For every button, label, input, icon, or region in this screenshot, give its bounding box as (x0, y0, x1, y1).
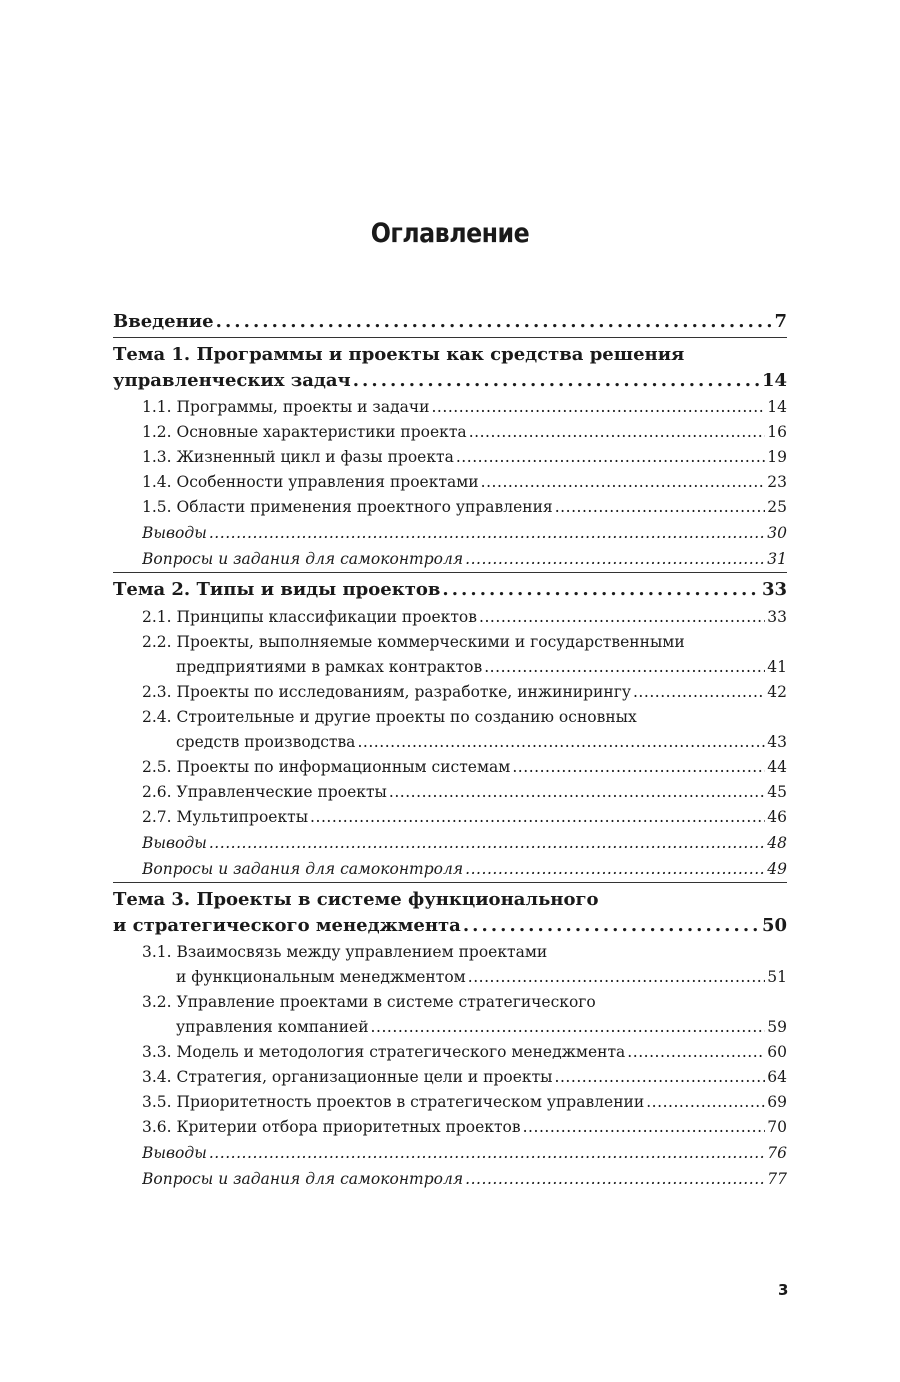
dot-leader (469, 420, 766, 445)
toc-item-page: 59 (767, 1018, 787, 1036)
toc-topic-title-line2: управленческих задач (113, 370, 351, 391)
toc-item-title: 3.3. Модель и методология стратегического менеджмента (142, 1043, 626, 1061)
toc-item-title: 1.3. Жизненный цикл и фазы проекта (142, 448, 454, 466)
toc-item-3-6[interactable] (113, 1115, 787, 1140)
toc-topic-2[interactable] (113, 573, 787, 605)
toc-item-page: 43 (767, 733, 787, 751)
toc-item-title: 2.7. Мультипроекты (142, 808, 309, 826)
dot-leader (523, 1115, 766, 1140)
dot-leader (216, 309, 773, 335)
toc-item-title: Выводы (142, 524, 207, 542)
toc-item-title: 1.2. Основные характеристики проекта (142, 423, 467, 441)
toc-item-title-line2: средств производства (176, 733, 356, 751)
toc-item-page: 60 (767, 1043, 787, 1061)
dot-leader (555, 495, 766, 520)
dot-leader (456, 445, 765, 470)
toc-item-page: 49 (767, 860, 787, 878)
toc-item-3-2[interactable] (113, 990, 787, 1040)
toc-item-3-5[interactable] (113, 1090, 787, 1115)
toc-item-page: 31 (767, 550, 787, 568)
toc-item-page: 64 (767, 1068, 787, 1086)
dot-leader (627, 1040, 765, 1065)
toc-item-2-4[interactable] (113, 705, 787, 755)
toc-topic-title-line1: Тема 3. Проекты в системе функционального (113, 889, 599, 910)
dot-leader (357, 730, 765, 755)
toc-item-page: 48 (767, 834, 787, 852)
toc-item-title-line1: 2.4. Строительные и другие проекты по созданию основных (142, 708, 637, 726)
toc-entry-page: 33 (761, 579, 787, 600)
toc-entry-page: 14 (761, 370, 787, 391)
toc-item-title: Выводы (142, 1144, 207, 1162)
toc-item-3-3[interactable] (113, 1040, 787, 1065)
toc-item-1-1[interactable] (113, 395, 787, 420)
page-number: 3 (778, 1281, 789, 1299)
dot-leader (442, 577, 760, 603)
dot-leader (512, 755, 765, 780)
toc-item-title: 1.5. Области применения проектного управления (142, 498, 553, 516)
toc-item-3-4[interactable] (113, 1065, 787, 1090)
toc-item-conclusions[interactable] (113, 1140, 787, 1166)
dot-leader (371, 1015, 766, 1040)
toc-item-conclusions[interactable] (113, 520, 787, 546)
toc-entry-intro[interactable] (113, 305, 787, 337)
toc-item-title-line1: 3.2. Управление проектами в системе стратегического (142, 993, 596, 1011)
toc-item-page: 51 (767, 968, 787, 986)
dot-leader (389, 780, 765, 805)
toc-item-2-1[interactable] (113, 605, 787, 630)
toc-item-title: 3.5. Приоритетность проектов в стратегическом управлении (142, 1093, 645, 1111)
toc-topic-3[interactable] (113, 883, 787, 940)
dot-leader (468, 965, 766, 990)
toc-item-1-4[interactable] (113, 470, 787, 495)
toc-item-questions[interactable] (113, 546, 787, 572)
toc-section-topic-1 (113, 337, 787, 572)
toc-section-topic-3 (113, 882, 787, 1192)
toc-item-title-line2: управления компанией (176, 1018, 369, 1036)
dot-leader (633, 680, 765, 705)
toc-item-1-2[interactable] (113, 420, 787, 445)
toc-item-title-line1: 3.1. Взаимосвязь между управлением проектами (142, 943, 548, 961)
dot-leader (209, 1140, 765, 1166)
dot-leader (431, 395, 765, 420)
dot-leader (484, 655, 765, 680)
toc-item-2-6[interactable] (113, 780, 787, 805)
toc-item-page: 42 (767, 683, 787, 701)
toc-item-page: 77 (767, 1170, 787, 1188)
toc-item-page: 30 (767, 524, 787, 542)
dot-leader (209, 830, 765, 856)
toc-item-page: 45 (767, 783, 787, 801)
toc-item-1-5[interactable] (113, 495, 787, 520)
toc-item-title-line2: предприятиями в рамках контрактов (176, 658, 483, 676)
toc-item-3-1[interactable] (113, 940, 787, 990)
toc-topic-title-line2: и стратегического менеджмента (113, 915, 461, 936)
toc-item-page: 14 (767, 398, 787, 416)
toc-item-title: 2.1. Принципы классификации проектов (142, 608, 477, 626)
dot-leader (353, 368, 760, 394)
toc-item-title-line1: 2.2. Проекты, выполняемые коммерческими и государственными (142, 633, 685, 651)
toc-item-2-2[interactable] (113, 630, 787, 680)
dot-leader (465, 856, 765, 882)
toc-item-title: 2.3. Проекты по исследованиям, разработке, инжинирингу (142, 683, 631, 701)
toc-item-title: 3.6. Критерии отбора приоритетных проектов (142, 1118, 521, 1136)
toc-item-page: 41 (767, 658, 787, 676)
toc-item-page: 44 (767, 758, 787, 776)
toc-item-page: 25 (767, 498, 787, 516)
dot-leader (463, 913, 760, 939)
toc-entry-page: 7 (774, 311, 787, 332)
toc-item-1-3[interactable] (113, 445, 787, 470)
toc-item-title: 2.5. Проекты по информационным системам (142, 758, 511, 776)
toc-section-intro (113, 305, 787, 337)
toc-item-page: 70 (767, 1118, 787, 1136)
toc-item-title: Выводы (142, 834, 207, 852)
toc-item-page: 16 (767, 423, 787, 441)
dot-leader (310, 805, 765, 830)
toc-section-topic-2 (113, 572, 787, 882)
dot-leader (555, 1065, 766, 1090)
dot-leader (646, 1090, 765, 1115)
dot-leader (479, 605, 765, 630)
toc-item-questions[interactable] (113, 1166, 787, 1192)
toc-item-page: 46 (767, 808, 787, 826)
toc-topic-title-line1: Тема 2. Типы и виды проектов (113, 579, 441, 600)
toc-item-2-7[interactable] (113, 805, 787, 830)
toc-item-title-line2: и функциональным менеджментом (176, 968, 466, 986)
toc-item-questions[interactable] (113, 856, 787, 882)
toc-item-title: 3.4. Стратегия, организационные цели и проекты (142, 1068, 553, 1086)
table-of-contents (113, 305, 787, 1192)
toc-topic-1[interactable] (113, 338, 787, 395)
toc-item-page: 69 (767, 1093, 787, 1111)
toc-item-page: 23 (767, 473, 787, 491)
toc-item-page: 33 (767, 608, 787, 626)
toc-item-title: Вопросы и задания для самоконтроля (142, 550, 464, 568)
page-title: Оглавление (370, 218, 530, 249)
dot-leader (465, 546, 765, 572)
toc-item-title: 1.4. Особенности управления проектами (142, 473, 479, 491)
dot-leader (465, 1166, 765, 1192)
toc-item-title: 2.6. Управленческие проекты (142, 783, 387, 801)
toc-item-title: Вопросы и задания для самоконтроля (142, 1170, 464, 1188)
toc-item-page: 19 (767, 448, 787, 466)
toc-item-conclusions[interactable] (113, 830, 787, 856)
dot-leader (481, 470, 766, 495)
toc-item-title: Вопросы и задания для самоконтроля (142, 860, 464, 878)
toc-item-page: 76 (767, 1144, 787, 1162)
toc-item-2-3[interactable] (113, 680, 787, 705)
toc-topic-title-line1: Тема 1. Программы и проекты как средства решения (113, 344, 685, 365)
toc-entry-title: Введение (113, 311, 214, 332)
toc-item-2-5[interactable] (113, 755, 787, 780)
dot-leader (209, 520, 765, 546)
toc-item-title: 1.1. Программы, проекты и задачи (142, 398, 430, 416)
toc-entry-page: 50 (761, 915, 787, 936)
